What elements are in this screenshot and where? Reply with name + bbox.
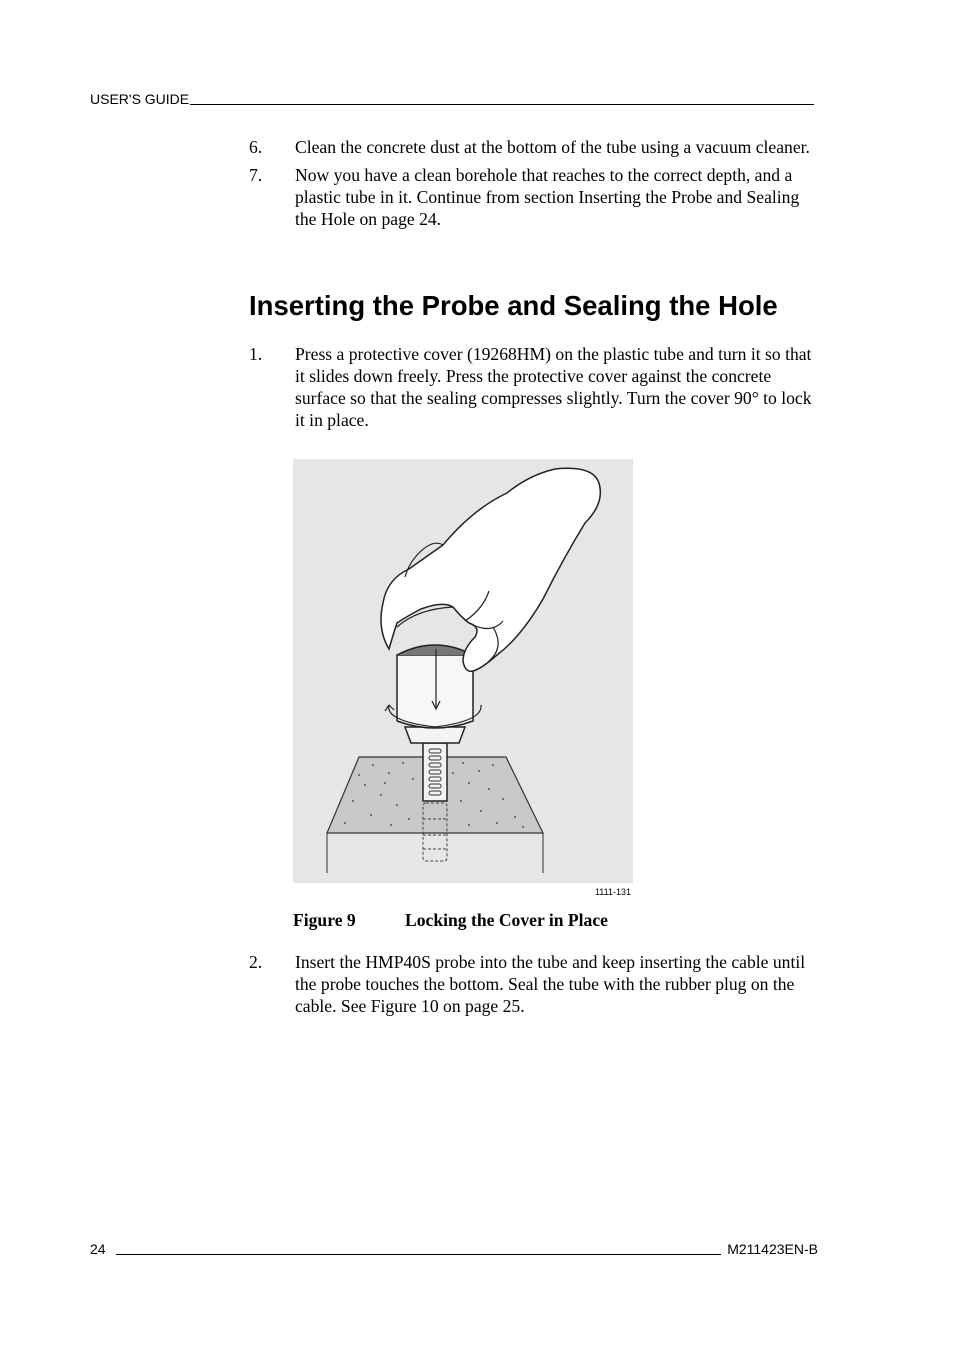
figure-illustration <box>293 459 633 883</box>
step-text: Now you have a clean borehole that reaches to the correct depth, and a plastic tube in it. Continue from section Inserting the Probe and Sealing the Hole on page 24. <box>295 165 800 229</box>
hand-glove <box>381 468 600 671</box>
step-list-top <box>249 136 819 236</box>
step-list-section-1 <box>249 343 819 437</box>
step-number: 1. <box>249 344 263 364</box>
list-item <box>249 136 819 158</box>
step-text: Clean the concrete dust at the bottom of the tube using a vacuum cleaner. <box>295 137 810 157</box>
header-title: USER'S GUIDE <box>90 91 190 107</box>
document-code: M211423EN-B <box>727 1241 818 1257</box>
figure-label: Figure 9 <box>293 910 356 930</box>
step-number: 6. <box>249 137 263 157</box>
protective-cover <box>397 655 473 728</box>
plastic-tube <box>423 743 447 801</box>
step-number: 2. <box>249 952 263 972</box>
page-header <box>90 91 814 107</box>
cover-top <box>397 645 473 655</box>
figure-code: 1111-131 <box>594 887 631 897</box>
page-number: 24 <box>90 1241 106 1257</box>
list-item <box>249 951 819 1017</box>
figure-caption <box>293 910 608 931</box>
cover-locking-illustration <box>293 459 633 883</box>
footer-rule <box>116 1253 722 1255</box>
list-item <box>249 164 819 230</box>
cover-neck <box>405 727 465 743</box>
list-item <box>249 343 819 431</box>
step-number: 7. <box>249 165 263 185</box>
step-text: Press a protective cover (19268HM) on the plastic tube and turn it so that it slides down freely. Press the protective cover against the concrete surface so that the sealing compresses slightly. Turn the cover 90° to lock it in place. <box>295 344 812 430</box>
step-text: Insert the HMP40S probe into the tube and keep inserting the cable until the probe touches the bottom. Seal the tube with the rubber plug on the cable. See Figure 10 on page 25. <box>295 952 806 1016</box>
header-rule <box>190 103 814 105</box>
figure-caption-text: Locking the Cover in Place <box>405 910 608 930</box>
section-heading: Inserting the Probe and Sealing the Hole <box>249 290 778 321</box>
step-list-section-2 <box>249 951 819 1023</box>
page-footer <box>90 1241 818 1257</box>
